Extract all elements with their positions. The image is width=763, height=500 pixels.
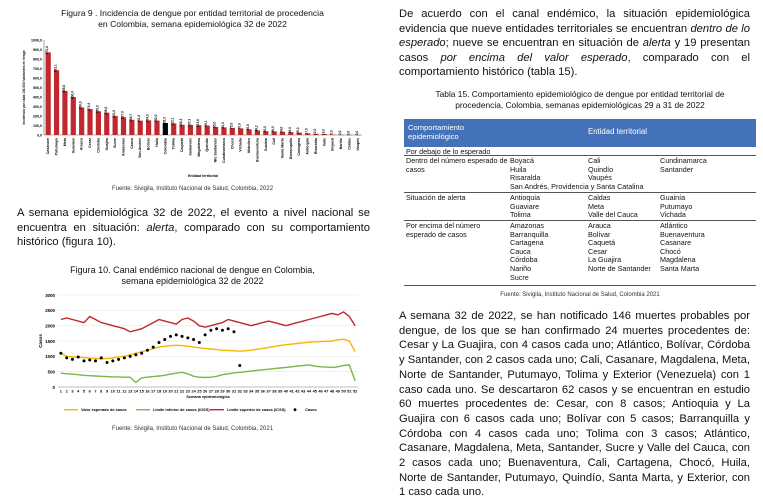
- fig10-x-tick-label: 37: [266, 389, 270, 394]
- fig9-category-label: Santa Marta: [281, 137, 285, 158]
- table15-entity: Norte de Santander: [588, 265, 651, 274]
- fig9-bar-value-label: 48,2: [254, 125, 258, 131]
- rt-text4: , comparado con el comportamiento histórico (tabla 15).: [399, 52, 750, 79]
- fig10-case-dot: [106, 361, 109, 364]
- fig10-y-tick-label: 2500: [45, 308, 55, 313]
- left-paragraph-text2: , comparado con su comportamiento histórico (figura 10).: [17, 222, 370, 249]
- table15-entity: Sucre: [510, 274, 548, 283]
- fig9-bar-value-label: 152,0: [154, 114, 158, 122]
- fig10-x-tick-label: 46: [318, 389, 323, 394]
- fig10-x-tick-label: 49: [336, 389, 341, 394]
- fig10-x-tick-label: 45: [313, 389, 318, 394]
- fig9-y-tick-label: 100,0: [33, 124, 42, 128]
- fig10-x-tick-label: 28: [214, 389, 219, 394]
- fig10-y-tick-label: 0: [53, 385, 56, 390]
- table15-row: [404, 156, 756, 193]
- table15-source: Fuente: Sivigila, Instituto Nacional de Salud, Colombia 2021: [404, 292, 756, 298]
- fig10-y-tick-label: 3000: [45, 293, 55, 298]
- fig9-bar-value-label: 160,7: [129, 114, 133, 122]
- fig10-x-tick-label: 9: [106, 389, 109, 394]
- fig10-x-tick-label: 29: [220, 389, 225, 394]
- fig9-category-label: Vichada: [239, 137, 243, 152]
- right-top-paragraph: [399, 7, 750, 80]
- table15-row-label: Por encima del número esperado de casos: [406, 222, 510, 239]
- fig9-bar-value-label: 60,0: [246, 124, 250, 130]
- table15-entity: Huila: [510, 166, 643, 175]
- table15-cell: [660, 194, 692, 220]
- fig10-x-tick-label: 7: [94, 389, 96, 394]
- fig9-category-label: Guajira: [105, 137, 109, 150]
- fig10-x-tick-label: 52: [353, 389, 358, 394]
- fig10-x-tick-label: 14: [134, 389, 139, 394]
- table15-entity: Guainía: [660, 194, 692, 203]
- fig9-category-label: Colombia: [163, 137, 167, 154]
- table15-cell: [660, 157, 707, 174]
- fig9-bar: [62, 91, 67, 135]
- fig9-category-label: Valle: [322, 138, 326, 146]
- table15-entity: Barranquilla: [510, 231, 548, 240]
- fig10-x-tick-label: 42: [295, 389, 300, 394]
- fig10-case-dot: [181, 335, 184, 338]
- fig9-bar-value-label: 154,0: [146, 114, 150, 122]
- fig9-bar-value-label: 151,0: [137, 114, 141, 122]
- table15-entity: Córdoba: [510, 256, 548, 265]
- fig10-x-tick-label: 12: [122, 389, 127, 394]
- table15-entity: Risaralda: [510, 174, 643, 183]
- fig10-legend-label: Límite superior de casos (ICSS): [227, 407, 286, 412]
- fig9-y-tick-label: 600,0: [33, 77, 42, 81]
- fig9-y-tick-label: 700,0: [33, 67, 42, 71]
- fig10-y-axis-title: Casos: [38, 334, 43, 348]
- fig10-x-tick-label: 43: [301, 389, 306, 394]
- fig10-x-tick-label: 11: [117, 389, 122, 394]
- table15-cell: [660, 222, 705, 274]
- rt-italic3: por encima del valor esperado: [440, 52, 627, 64]
- fig9-bar-value-label: 17,0: [305, 128, 309, 134]
- table15-entity: Buenaventura: [660, 231, 705, 240]
- fig10-x-tick-label: 2: [66, 389, 69, 394]
- table15-entity: Nariño: [510, 265, 548, 274]
- fig9-bar: [96, 111, 101, 135]
- fig10-x-tick-label: 10: [111, 389, 115, 394]
- table15-header-col1: Comportamiento epidemiológico: [408, 123, 498, 141]
- fig10-case-dot: [192, 338, 195, 341]
- fig10-case-dot: [157, 341, 160, 344]
- fig9-category-label: Meta: [63, 137, 67, 146]
- table15-entity: San Andrés, Providencia y Santa Catalina: [510, 183, 643, 192]
- fig10-x-tick-label: 20: [168, 389, 172, 394]
- rt-text1: De acuerdo con el canal endémico, la situación epidemiológica evidencia que nueve entidades territoriales se encuentran: [399, 8, 750, 35]
- table15-entity: Santa Marta: [660, 265, 705, 274]
- table15-row: [404, 221, 756, 286]
- figure9-source: Fuente: Sivigila, Instituto Nacional de Salud, Colombia, 2022: [20, 186, 365, 192]
- fig9-bar-value-label: 122,1: [171, 117, 175, 125]
- fig10-case-dot: [186, 336, 189, 339]
- fig9-bar-value-label: 75,0: [229, 123, 233, 129]
- fig9-bar-value-label: 38,0: [271, 126, 275, 132]
- fig9-bar-value-label: 2,0: [338, 130, 342, 135]
- fig9-category-label: Tolima: [172, 137, 176, 149]
- table15-caption-line1: Tabla 15. Comportamiento epidemiológico de dengue por entidad territorial de: [404, 89, 756, 100]
- figure10-caption-line1: Figura 10. Canal endémico nacional de dengue en Colombia,: [20, 265, 365, 276]
- fig10-x-tick-label: 3: [71, 389, 74, 394]
- fig9-category-label: Huila: [155, 137, 159, 147]
- fig9-category-label: Boyacá: [331, 138, 335, 151]
- fig9-category-label: Santander: [188, 137, 192, 155]
- table15-entity: Atlántico: [660, 222, 705, 231]
- figure10-line-chart: [38, 290, 368, 420]
- fig10-case-dot: [100, 356, 103, 359]
- figure10-source: Fuente: Sivigila, Instituto Nacional de Salud, Colombia, 2021: [20, 426, 365, 432]
- fig9-bar-value-label: 273,4: [87, 103, 91, 111]
- fig9-category-label: Cundinamarca: [222, 137, 226, 163]
- table15-entity: Meta: [588, 203, 638, 212]
- fig9-bar-value-label: 250,0: [95, 105, 99, 113]
- fig10-x-tick-label: 34: [249, 389, 254, 394]
- table15-caption-line2: procedencia, Colombia, semanas epidemiológicas 29 a 31 de 2022: [404, 100, 756, 111]
- fig10-case-dot: [77, 355, 80, 358]
- fig10-case-dot: [134, 353, 137, 356]
- fig9-bar: [79, 107, 84, 135]
- fig10-x-tick-label: 26: [203, 389, 208, 394]
- table15-cell: [588, 222, 651, 274]
- fig10-x-tick-label: 41: [289, 389, 294, 394]
- fig9-bar-value-label: 5,0: [330, 130, 334, 135]
- fig10-x-tick-label: 30: [226, 389, 230, 394]
- fig10-x-tick-label: 15: [139, 389, 144, 394]
- fig9-bar-value-label: 30,0: [288, 127, 292, 133]
- table15-entity: Caldas: [588, 194, 638, 203]
- table15-entity: Arauca: [588, 222, 651, 231]
- fig9-bar-value-label: 80,0: [221, 122, 225, 128]
- fig10-y-tick-label: 500: [48, 369, 56, 374]
- fig9-bar-value-label: 12,0: [313, 129, 317, 135]
- fig9-category-label: San Andrés: [138, 138, 142, 158]
- fig9-bar: [46, 52, 51, 135]
- fig9-category-label: Antioquia: [306, 137, 310, 155]
- fig9-bar-value-label: 40,0: [263, 126, 267, 132]
- fig10-x-tick-label: 1: [60, 389, 63, 394]
- fig10-legend-label: Límite inferior de casos (IOSS): [153, 407, 210, 412]
- fig9-category-label: Nte Santander: [214, 137, 218, 162]
- table15-entity: Cauca: [510, 248, 548, 257]
- left-paragraph-text1: A semana epidemiológica 32 de 2022, el evento a nivel nacional se encuentra en situación:: [17, 207, 370, 234]
- fig9-bar-value-label: 201,0: [112, 110, 116, 118]
- fig9-category-label: Vaupés: [356, 138, 360, 151]
- figure9-caption-line2: en Colombia, semana epidemiológica 32 de 2022: [20, 19, 365, 30]
- table15-entity: Valle del Cauca: [588, 211, 638, 220]
- table15-entity: Cundinamarca: [660, 157, 707, 166]
- table15-entity: Cali: [588, 157, 613, 166]
- fig9-category-label: Risaralda: [314, 137, 318, 154]
- fig9-category-label: Amazonas: [122, 138, 126, 156]
- fig10-x-tick-label: 40: [284, 389, 288, 394]
- fig10-case-dot: [232, 330, 235, 333]
- fig9-category-label: Guainía: [264, 137, 268, 151]
- fig9-bar-value-label: 103,6: [196, 119, 200, 127]
- fig10-case-dot: [123, 356, 126, 359]
- fig9-category-label: Cauca: [130, 137, 134, 149]
- fig10-x-tick-label: 13: [128, 389, 133, 394]
- fig9-bar-value-label: 25,0: [296, 127, 300, 133]
- fig10-legend-swatch: [294, 408, 297, 411]
- table15-entity: Amazonas: [510, 222, 548, 231]
- table15-entity: Casanare: [660, 239, 705, 248]
- fig9-bar-value-label: 0,0: [355, 131, 359, 136]
- table15-entity: Caquetá: [588, 239, 651, 248]
- fig10-legend-label: Valor esperado de casos: [81, 407, 127, 412]
- table15-entity: Santander: [660, 166, 707, 175]
- fig10-case-dot: [65, 356, 68, 359]
- fig10-case-dot: [59, 352, 62, 355]
- left-paragraph-italic: alerta: [146, 222, 174, 234]
- fig10-x-tick-label: 8: [100, 389, 103, 394]
- fig10-x-tick-label: 4: [77, 389, 80, 394]
- fig9-bar: [54, 70, 59, 135]
- table15-entity: Tolima: [510, 211, 540, 220]
- fig9-category-label: Buenaventura: [255, 137, 259, 162]
- fig10-series-line: [61, 365, 355, 383]
- fig9-bar-value-label: 10,0: [321, 129, 325, 135]
- fig10-x-tick-label: 18: [157, 389, 162, 394]
- fig9-bar-value-label: 0,0: [346, 131, 350, 136]
- table15-entity: Vaupés: [588, 174, 613, 183]
- fig10-x-tick-label: 51: [347, 389, 352, 394]
- fig9-category-label: Cali: [272, 138, 276, 145]
- table15: [404, 119, 756, 286]
- fig9-y-tick-label: 200,0: [33, 115, 42, 119]
- rt-italic2: alerta: [643, 37, 671, 49]
- fig10-x-tick-label: 35: [255, 389, 260, 394]
- fig9-category-label: Casanare: [46, 138, 50, 154]
- fig10-x-tick-label: 33: [243, 389, 248, 394]
- fig9-y-tick-label: 400,0: [33, 96, 42, 100]
- table15-entity: Guaviare: [510, 203, 540, 212]
- fig9-category-label: Caldas: [347, 138, 351, 150]
- fig9-bar-value-label: 290,0: [79, 101, 83, 109]
- fig9-y-tick-label: 900,0: [33, 48, 42, 52]
- fig9-bar-value-label: 870,4: [45, 46, 49, 54]
- fig10-x-tick-label: 17: [151, 389, 155, 394]
- fig10-x-tick-label: 16: [145, 389, 150, 394]
- figure10-caption: [20, 265, 365, 287]
- fig9-bar-value-label: 235,0: [104, 106, 108, 114]
- fig9-bar-value-label: 85,0: [213, 122, 217, 128]
- table15-entity: Chocó: [660, 248, 705, 257]
- fig9-category-label: Quindío: [205, 137, 209, 151]
- table15-cell: [588, 157, 613, 183]
- fig9-bar-value-label: 108,3: [179, 119, 183, 127]
- fig10-case-dot: [238, 364, 241, 367]
- table15-row-label: Por debajo de lo esperado: [406, 148, 510, 157]
- fig9-y-tick-label: 0,0: [37, 134, 42, 138]
- fig10-case-dot: [71, 358, 74, 361]
- fig9-category-label: Arauca: [80, 137, 84, 150]
- fig10-x-tick-label: 24: [191, 389, 196, 394]
- fig9-bar-value-label: 187,0: [121, 111, 125, 119]
- fig10-case-dot: [227, 327, 230, 330]
- fig10-case-dot: [198, 341, 201, 344]
- fig10-y-tick-label: 1500: [45, 339, 55, 344]
- fig10-x-tick-label: 31: [232, 389, 237, 394]
- fig10-x-tick-label: 21: [174, 389, 179, 394]
- table15-row: [404, 147, 756, 156]
- rt-italic1: dentro de lo esperado: [399, 23, 750, 50]
- fig9-category-label: Cesar: [88, 137, 92, 148]
- fig10-case-dot: [117, 358, 120, 361]
- table15-header: [404, 119, 756, 147]
- fig9-category-label: Bolívar: [147, 137, 151, 150]
- table15-row: [404, 193, 756, 221]
- table15-entity: Vichada: [660, 211, 692, 220]
- fig10-x-tick-label: 23: [186, 389, 191, 394]
- fig9-category-label: Sucre: [113, 138, 117, 148]
- fig9-category-label: Atlántico: [247, 137, 251, 153]
- fig10-series-line: [61, 312, 355, 332]
- fig9-bar-value-label: 126,3: [162, 117, 166, 125]
- table15-cell: [588, 194, 638, 220]
- fig9-bar: [104, 113, 109, 135]
- fig9-bar-value-label: 400,0: [70, 91, 74, 99]
- fig10-case-dot: [221, 329, 224, 332]
- table15-row-label: Dentro del número esperado de casos: [406, 157, 510, 174]
- table15-entity: Putumayo: [660, 203, 692, 212]
- fig10-x-tick-label: 6: [89, 389, 92, 394]
- fig10-case-dot: [140, 352, 143, 355]
- table15-header-col2: Entidad territorial: [588, 128, 647, 137]
- table15-entity: Antioquia: [510, 194, 540, 203]
- table15-entity: Boyacá: [510, 157, 643, 166]
- fig9-bar-value-label: 34,0: [280, 126, 284, 132]
- fig9-y-axis-title: Incidencia por cada 100.000 habitantes en riesgo: [22, 50, 26, 124]
- fig9-y-tick-label: 300,0: [33, 105, 42, 109]
- fig9-category-label: Cartagena: [297, 137, 301, 156]
- table15-entity: Magdalena: [660, 256, 705, 265]
- fig10-x-tick-label: 25: [197, 389, 202, 394]
- fig9-category-label: Putumayo: [55, 137, 59, 155]
- fig10-y-tick-label: 2000: [45, 323, 55, 328]
- fig9-y-tick-label: 500,0: [33, 86, 42, 90]
- fig10-x-tick-label: 47: [324, 389, 328, 394]
- fig9-bar-value-label: 70,0: [238, 123, 242, 129]
- fig10-x-tick-label: 36: [261, 389, 266, 394]
- fig10-x-tick-label: 38: [272, 389, 277, 394]
- left-paragraph: [17, 206, 370, 250]
- fig9-y-tick-label: 1000,0: [31, 39, 42, 43]
- fig9-y-tick-label: 800,0: [33, 58, 42, 62]
- fig10-x-tick-label: 44: [307, 389, 312, 394]
- fig10-case-dot: [209, 329, 212, 332]
- fig9-bar: [87, 109, 92, 135]
- fig10-x-tick-label: 32: [238, 389, 243, 394]
- table15-cell: [510, 157, 643, 191]
- fig10-y-tick-label: 1000: [45, 354, 55, 359]
- fig10-legend-label: Casos: [305, 407, 317, 412]
- figure10-caption-line2: semana epidemiológica 32 de 2022: [20, 276, 365, 287]
- fig10-series-line: [61, 339, 355, 359]
- fig9-category-label: Guaviare: [71, 138, 75, 153]
- fig9-category-label: Caquetá: [180, 138, 184, 152]
- fig10-x-tick-label: 50: [341, 389, 345, 394]
- fig10-case-dot: [94, 359, 97, 362]
- fig9-bar: [71, 97, 76, 135]
- table15-row-label: Situación de alerta: [406, 194, 510, 203]
- fig10-x-tick-label: 48: [330, 389, 335, 394]
- fig10-case-dot: [82, 359, 85, 362]
- fig10-case-dot: [215, 327, 218, 330]
- fig10-case-dot: [204, 333, 207, 336]
- fig9-x-axis-title: Entidad territorial: [188, 174, 218, 178]
- fig10-x-tick-label: 22: [180, 389, 185, 394]
- fig10-x-tick-label: 39: [278, 389, 283, 394]
- fig10-case-dot: [129, 355, 132, 358]
- fig9-bar-value-label: 682,1: [54, 64, 58, 72]
- fig10-case-dot: [88, 359, 91, 362]
- fig10-x-axis-title: Semana epidemiológica: [186, 395, 230, 399]
- fig10-x-tick-label: 5: [83, 389, 86, 394]
- table15-entity: La Guajira: [588, 256, 651, 265]
- fig9-bar-value-label: 107,3: [187, 119, 191, 127]
- fig9-category-label: Magdalena: [197, 137, 201, 157]
- fig9-category-label: Barranquilla: [289, 137, 293, 159]
- fig9-bar-value-label: 465,0: [62, 85, 66, 93]
- figure9-caption-line1: Figura 9 . Incidencia de dengue por entidad territorial de procedencia: [20, 8, 365, 19]
- fig10-x-tick-label: 19: [163, 389, 168, 394]
- fig10-case-dot: [111, 359, 114, 362]
- fig10-case-dot: [152, 346, 155, 349]
- fig10-x-tick-label: 27: [209, 389, 213, 394]
- figure9-caption: [20, 8, 365, 30]
- table15-body: [404, 147, 756, 286]
- rt-text3: y 19 presentan casos: [399, 37, 750, 64]
- rt-text2: ; nueve se encuentran en situación de: [446, 37, 643, 49]
- fig9-bar-value-label: 99,1: [204, 120, 208, 126]
- figure9-bar-chart: [18, 34, 368, 184]
- table15-cell: [510, 222, 548, 282]
- fig10-case-dot: [163, 338, 166, 341]
- table15-entity: Cartagena: [510, 239, 548, 248]
- right-bottom-paragraph: A semana 32 de 2022, se han notificado 146 muertes probables por dengue, de los que se han confirmado 24 muertes procedentes de: Cesar y La Guajira, con 4 casos cada uno; Atlántico, Bolívar, Córdoba y Santander, con 2 casos cada uno; Cali, Casanare, Magdalena, Meta, Norte de Santander, Putumayo, Tolima y Exterior (Venezuela) con 1 caso cada uno. Se descartaron 62 casos y se encuentran en estudio 60 muertes procedentes de: Cesar, con 8 casos; Antioquia y La Guajira con 6 casos cada uno; Bolívar con 5 casos; Barranquilla y Córdoba con 4 casos cada uno; Tolima con 3 casos; Atlántico, Casanare, Magdalena, Meta, Santander, Sucre y Valle del Cauca, con 2 casos cada uno; Buenaventura, Cali, Cartagena, Chocó, Huila, Norte de Santander, Putumayo, Quindío, Santa Marta, y Exterior, con 1 caso cada uno.: [399, 309, 750, 500]
- table15-entity: Cesar: [588, 248, 651, 257]
- table15-entity: Bolívar: [588, 231, 651, 240]
- fig10-case-dot: [175, 333, 178, 336]
- fig9-category-label: Chocó: [230, 137, 234, 149]
- table15-entity: Quindío: [588, 166, 613, 175]
- fig10-case-dot: [146, 349, 149, 352]
- fig9-category-label: Nariño: [339, 137, 343, 149]
- table15-caption: [404, 89, 756, 110]
- table15-cell: [510, 194, 540, 220]
- fig9-category-label: Córdoba: [96, 137, 100, 153]
- fig10-case-dot: [169, 335, 172, 338]
